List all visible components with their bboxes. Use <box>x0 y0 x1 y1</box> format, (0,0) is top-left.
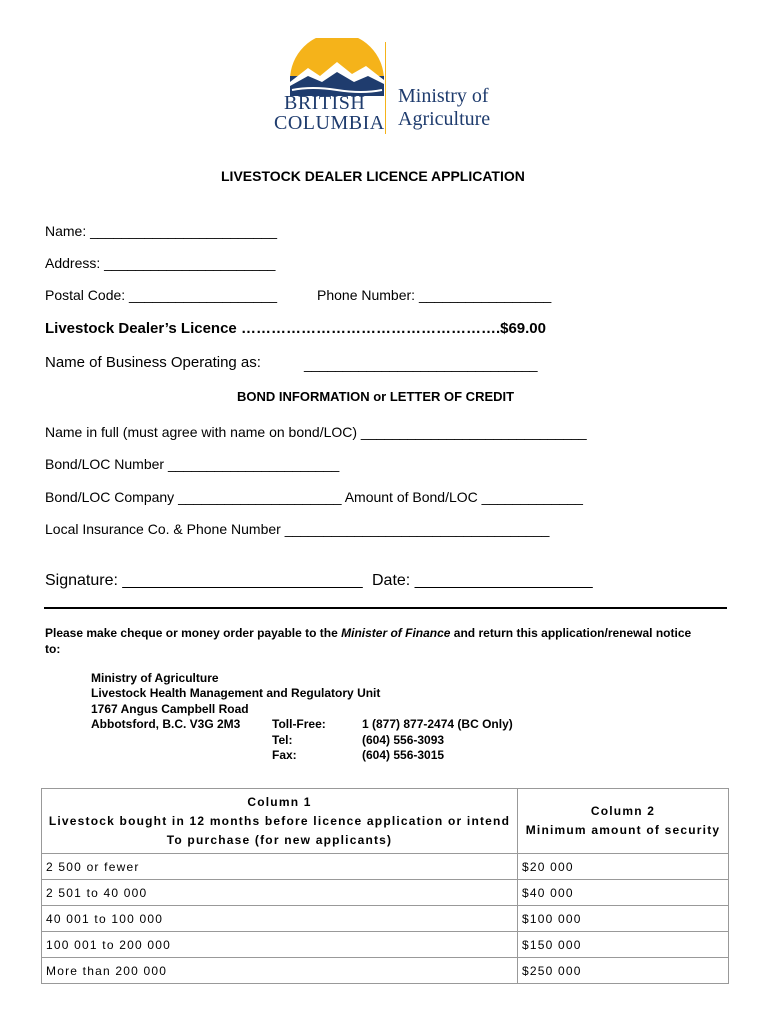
amount-cell: $40 000 <box>518 880 729 906</box>
bond-name-full-field[interactable]: Name in full (must agree with name on bond/LOC) _____________________________ <box>45 424 587 440</box>
column-1-desc: Livestock bought in 12 months before licence application or intend <box>48 813 511 828</box>
bond-company-amount-field[interactable]: Bond/LOC Company _____________________ Amount of Bond/LOC _____________ <box>45 489 583 505</box>
table-row <box>42 958 729 984</box>
range-cell: 100 001 to 200 000 <box>42 932 518 958</box>
table-row <box>42 880 729 906</box>
security-table <box>41 788 729 984</box>
column-2-desc: Minimum amount of security <box>525 823 721 837</box>
bond-number-field[interactable]: Bond/LOC Number ______________________ <box>45 456 340 472</box>
business-name-label: Name of Business Operating as: <box>45 354 261 371</box>
amount-cell: $100 000 <box>518 906 729 932</box>
business-name-field[interactable]: ______________________________ <box>304 356 538 372</box>
address-line-3: 1767 Angus Campbell Road <box>91 702 249 716</box>
amount-cell: $20 000 <box>518 854 729 880</box>
table-row <box>42 854 729 880</box>
notice-text-after: and return this application/renewal notice <box>450 626 692 640</box>
logo-columbia: COLUMBIA <box>274 112 385 134</box>
logo-british: BRITISH <box>284 92 366 114</box>
logo-divider <box>385 42 386 134</box>
payment-notice <box>45 626 691 640</box>
date-field[interactable]: Date: ____________________ <box>372 572 593 589</box>
tel-number: (604) 556-3093 <box>362 733 445 747</box>
column-2-title: Column 2 <box>590 804 656 818</box>
range-cell: 2 501 to 40 000 <box>42 880 518 906</box>
notice-text-before: Please make cheque or money order payable to the <box>45 626 342 640</box>
tel-label: Tel: <box>272 733 293 747</box>
range-cell: More than 200 000 <box>42 958 518 984</box>
tollfree-number: 1 (877) 877-2474 (BC Only) <box>362 717 513 731</box>
column-1-desc-2: To purchase (for new applicants) <box>166 832 393 847</box>
logo-agriculture: Agriculture <box>398 108 491 130</box>
address-line-1: Ministry of Agriculture <box>91 671 219 685</box>
amount-cell: $250 000 <box>518 958 729 984</box>
signature-field[interactable]: Signature: ___________________________ <box>45 572 363 589</box>
insurance-phone-field[interactable]: Local Insurance Co. & Phone Number __________________________________ <box>45 521 550 537</box>
address-line-4: Abbotsford, B.C. V3G 2M3 <box>91 717 241 731</box>
range-cell: 40 001 to 100 000 <box>42 906 518 932</box>
postal-code-field[interactable]: Postal Code: ___________________ <box>45 287 277 303</box>
address-line-2: Livestock Health Management and Regulatory Unit <box>91 686 381 700</box>
tollfree-label: Toll-Free: <box>272 717 326 731</box>
fax-number: (604) 556-3015 <box>362 748 445 762</box>
address-field[interactable]: Address: ______________________ <box>45 255 276 271</box>
column-1-header <box>42 789 518 854</box>
licence-fee-line: Livestock Dealer’s Licence …………………………………………….$69.00 <box>45 320 546 337</box>
phone-number-field[interactable]: Phone Number: _________________ <box>317 287 552 303</box>
table-row <box>42 906 729 932</box>
name-field[interactable]: Name: ________________________ <box>45 223 277 239</box>
logo-ministry: Ministry of <box>398 85 489 107</box>
payment-notice-line2: to: <box>45 642 61 656</box>
table-header-row <box>42 789 729 854</box>
fax-label: Fax: <box>272 748 297 762</box>
page-title: LIVESTOCK DEALER LICENCE APPLICATION <box>221 168 525 184</box>
range-cell: 2 500 or fewer <box>42 854 518 880</box>
sun-mountains-icon <box>282 38 392 96</box>
bond-heading: BOND INFORMATION or LETTER OF CREDIT <box>237 389 515 404</box>
table-row <box>42 932 729 958</box>
amount-cell: $150 000 <box>518 932 729 958</box>
bc-logo <box>272 38 502 138</box>
column-1-title: Column 1 <box>247 794 312 809</box>
section-divider <box>44 607 727 609</box>
column-2-header <box>518 789 729 854</box>
notice-emphasis: Minister of Finance <box>341 626 451 640</box>
